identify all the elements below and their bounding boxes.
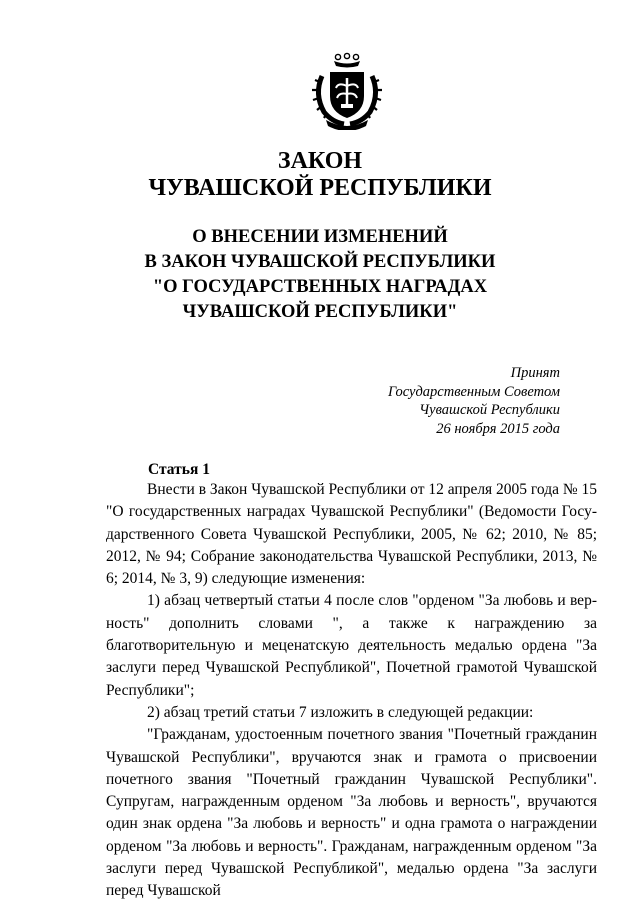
chuvash-republic-emblem-icon (310, 52, 384, 130)
document-subtitle-line: "О ГОСУДАРСТВЕННЫХ НАГРАДАХ (152, 277, 488, 297)
adoption-note-line: Чувашской Республики (419, 402, 560, 418)
document-title-republic: ЧУВАШСКОЙ РЕСПУБЛИКИ (148, 175, 492, 201)
article-paragraph: Внести в Закон Чувашской Республики от 12 апреля 2005 года № 15 "О государственных наградах Чувашской Республики" (Ведомости Государственного Совета Чувашской Республики, 2005, № 62; 2010, № 85; 2012, № 94; Собрание законодательства Чувашской Республики, 2013, № 6; 2014, № 3, 9) следующие изменения: (106, 481, 598, 588)
article-paragraph: 1) абзац четвертый статьи 4 после слов "орденом "За любовь и верность" дополнить словами ", а также к награждению за благотворительную и меценатскую деятельность медалью ордена "За заслуги перед Чувашской Республикой", Почетной грамотой Чувашской Республики"; (106, 592, 597, 699)
article-title: Статья 1 (148, 461, 210, 478)
document-title: ЗАКОН (277, 148, 363, 174)
document-subtitle-line: В ЗАКОН ЧУВАШСКОЙ РЕСПУБЛИКИ (144, 252, 496, 272)
article-paragraph: 2) абзац третий статьи 7 изложить в следующей редакции: (147, 703, 534, 721)
adoption-date: 26 ноября 2015 года (436, 420, 560, 437)
adoption-note (330, 364, 560, 438)
article-body (106, 479, 597, 903)
adoption-note-line: Принят (510, 365, 560, 381)
document-subtitle-line: О ВНЕСЕНИИ ИЗМЕНЕНИЙ (192, 227, 448, 247)
article-paragraph: "Гражданам, удостоенным почетного звания "Почетный гражданин Чувашской Республики", вручаются знак и грамота о присвоении почетного звания "Почетный гражданин Чувашской Республики". Супругам, награжденным орденом "За любовь и верность", вручаются один знак ордена "За любовь и верность" и одна грамота о награждении орденом "За любовь и верность". Гражданам, награжденным орденом "За заслуги перед Чувашской Республикой", медалью ордена "За заслуги перед Чувашской (106, 726, 597, 900)
adoption-note-line: Государственным Советом (387, 383, 560, 400)
document-subtitle-line: ЧУВАШСКОЙ РЕСПУБЛИКИ" (182, 302, 458, 322)
